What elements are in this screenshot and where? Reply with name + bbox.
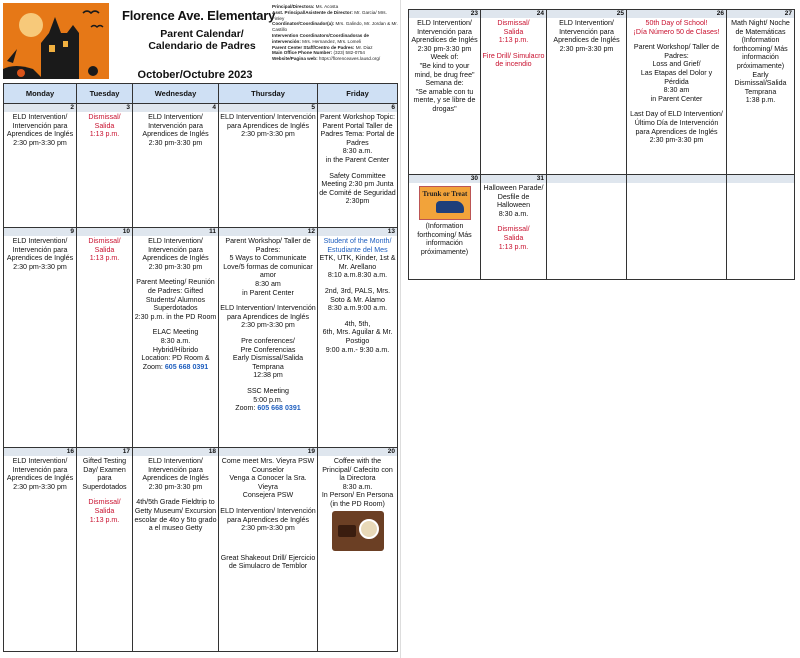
day-events: [627, 18, 726, 145]
day-events: [219, 456, 317, 571]
event-text: [134, 237, 217, 271]
day-events: [727, 183, 794, 184]
day-cell-26: [627, 10, 727, 175]
event-text: [134, 328, 217, 362]
event-line: 1:13 p.m.: [498, 242, 529, 251]
event-text: [482, 19, 545, 36]
event-line: 4th/5th Grade Fieldtrip to Getty Museum/ Excursion escolar de 4to y 5to grado a el museo Getty: [134, 498, 217, 533]
day-cell-4: [133, 104, 219, 228]
event-text: [134, 498, 217, 532]
event-line: Dismissal/ Salida: [88, 237, 121, 254]
event-line: ELD Intervention/ Intervención para Aprendices de Inglés 2:30 pm-3:30 pm: [6, 237, 74, 271]
staff-label: Coordinator/Coordinador(a):: [272, 21, 335, 27]
zoom-meeting-id-link[interactable]: 605 668 0391: [164, 362, 209, 371]
event-line: Zoom:: [142, 362, 165, 371]
event-line: 1:13 p.m.: [89, 254, 120, 263]
day-cell-30: [409, 175, 481, 280]
event-line: Last Day of ELD Intervention/ Último Día de Intervención para Aprendices de Inglés 2:30 pm-3:30 pm: [630, 110, 723, 145]
event-text: [482, 225, 545, 242]
event-text: [78, 113, 131, 130]
event-text: [319, 113, 396, 165]
day-cell-2: [4, 104, 77, 228]
event-line: Parent Workshop/ Taller de Padres: Loss and Grief/ Las Etapas del Dolor y Pérdida 8:30 am in Parent Center: [633, 43, 720, 103]
day-cell-31: [481, 175, 547, 280]
event-line: (Information forthcoming/ Más información próximamente): [417, 222, 472, 256]
event-text: [134, 113, 217, 147]
staff-value: Mrs. Hernandez, Mrs. Lomeli: [300, 38, 362, 44]
day-number: 25: [547, 10, 626, 18]
day-number: 26: [627, 10, 726, 18]
staff-value: Ms. Acosta: [314, 4, 339, 9]
event-text: [220, 457, 316, 500]
day-cell-16: [4, 448, 77, 652]
subtitle-line-1: Parent Calendar/: [160, 28, 244, 40]
event-line: Come meet Mrs. Vieyra PSW Counselor Venga a Conocer la Sra. Vieyra Consejera PSW: [221, 457, 315, 500]
day-number: 13: [318, 228, 397, 236]
day-events: [481, 18, 546, 69]
staff-label: Principal/Directora:: [272, 4, 315, 9]
day-number: 20: [318, 448, 397, 456]
event-line: ELD Intervention/ Intervención para Aprendices de Inglés 2:30 pm-3:30 pm: [220, 113, 316, 139]
staff-value: (323) 582-0754: [332, 50, 365, 56]
event-text: [134, 457, 217, 491]
calendar-week-row: [4, 448, 398, 652]
calendar-week-row: [409, 10, 795, 175]
event-text: [628, 110, 725, 144]
event-text: [319, 287, 396, 313]
day-number: 31: [481, 175, 546, 183]
trunk-or-treat-text: Trunk or Treat: [422, 190, 468, 198]
event-text: [220, 387, 316, 404]
day-cell-12: [219, 228, 318, 448]
calendar-subtitle: [122, 28, 282, 52]
event-line: 50th Day of School! ¡Día Número 50 de Clases!: [633, 19, 720, 36]
day-cell-13: [318, 228, 398, 448]
day-cell-27: [727, 10, 795, 175]
day-events: [133, 236, 218, 371]
day-number: 2: [4, 104, 76, 112]
calendar-table-right: [408, 9, 795, 280]
event-line: ELD Intervention/ Intervención para Aprendices de Inglés 2:30 pm-3:30 pm: [142, 457, 209, 491]
staff-label: Parent Center Staff/Centro de Padres:: [272, 44, 355, 50]
staff-label: Main Office Phone Number:: [272, 50, 333, 56]
day-cell-11: [133, 228, 219, 448]
day-events: [4, 112, 76, 147]
event-text: [220, 507, 316, 533]
event-line: ELAC Meeting 8:30 a.m. Hybrid/Híbrido Location: PD Room &: [141, 328, 210, 363]
day-events: [547, 183, 626, 184]
day-number: 4: [133, 104, 218, 112]
event-line: Fire Drill/ Simulacro de incendio: [482, 51, 545, 69]
day-events: [77, 112, 132, 139]
event-line: 2nd, 3rd, PALS, Mrs. Soto & Mr. Alamo 8:30 a.m.9:00 a.m.: [324, 286, 391, 313]
staff-value: Mrs. Galindo, Mr. Jordan & Mr. Castillo: [272, 21, 398, 33]
event-text: [728, 19, 793, 105]
event-text: [78, 457, 131, 491]
staff-entry: [272, 56, 398, 62]
event-text: [134, 278, 217, 321]
event-text: [220, 554, 316, 571]
day-events: [727, 18, 794, 105]
day-events: [409, 183, 480, 256]
event-line: Gifted Testing Day/ Examen para Superdotados: [82, 457, 127, 491]
day-cell-25: [547, 10, 627, 175]
day-number: [547, 175, 626, 183]
event-text: [134, 363, 217, 372]
day-events: [481, 183, 546, 251]
day-events: [409, 18, 480, 114]
day-cell-empty: [727, 175, 795, 280]
event-line: Parent Workshop Topic: Parent Portal Taller de Padres Tema: Portal de Padres 8:30 a.m. in the Parent Center: [319, 113, 396, 164]
event-text: [5, 457, 75, 491]
day-cell-20: [318, 448, 398, 652]
event-line: ETK, UTK, Kinder, 1st & Mr. Arellano 8:10 a.m.8:30 a.m.: [319, 254, 396, 280]
day-number: 24: [481, 10, 546, 18]
staff-label: Intervention Coordinators/Coordinadoras de intervención:: [272, 32, 369, 44]
day-cell-empty: [627, 175, 727, 280]
calendar-week-row: [4, 104, 398, 228]
staff-value: Mr. Diaz: [354, 44, 373, 50]
day-cell-19: [219, 448, 318, 652]
event-text: [220, 337, 316, 380]
weekday-header-tuesday: Tuesday: [77, 84, 133, 104]
event-text: [78, 130, 131, 139]
event-text: [5, 113, 75, 147]
day-number: 10: [77, 228, 132, 236]
event-text: [78, 254, 131, 263]
event-line: ELD Intervention/ Intervención para Aprendices de Inglés 2:30 pm-3:30 pm: [220, 506, 316, 533]
day-events: [77, 456, 132, 524]
day-cell-18: [133, 448, 219, 652]
day-events: [318, 456, 397, 551]
day-cell-5: [219, 104, 318, 228]
event-line: 4th, 5th, 6th, Mrs. Aguilar & Mr. Postigo 9:00 a.m.- 9:30 a.m.: [322, 319, 393, 354]
day-cell-9: [4, 228, 77, 448]
day-events: [627, 183, 726, 184]
day-cell-6: [318, 104, 398, 228]
event-text: [319, 320, 396, 354]
event-line: Coffee with the Principal/ Cafecito con la Directora 8:30 a.m. In Person/ En Persona (in the PD Room): [321, 457, 394, 508]
calendar-table-left: [3, 83, 398, 652]
day-number: 27: [727, 10, 794, 18]
event-line: Math Night/ Noche de Matemáticas (Information forthcoming/ Más información próximamente) Early Dismissal/Salida Temprana 1:38 p.m.: [731, 19, 790, 105]
day-events: [4, 456, 76, 491]
day-cell-23: [409, 10, 481, 175]
day-events: [219, 236, 317, 413]
staff-label: Website/Pagina web:: [272, 56, 318, 62]
day-cell-24: [481, 10, 547, 175]
day-number: 9: [4, 228, 76, 236]
day-cell-3: [77, 104, 133, 228]
calendar-week-row: [4, 228, 398, 448]
staff-directory: [272, 4, 398, 62]
day-cell-17: [77, 448, 133, 652]
event-line: Student of the Month/ Estudiante del Mes: [323, 237, 392, 254]
day-number: 23: [409, 10, 480, 18]
event-line: Safety Committee Meeting 2:30 pm Junta de Comité de Seguridad 2:30pm: [319, 171, 396, 206]
event-line: ELD Intervention/ Intervención para Aprendices de Inglés 2:30 pm-3:30 pm: [220, 304, 316, 330]
event-line: ELD Intervention/ Intervención para Aprendices de Inglés 2:30 pm-3:30 pm: [142, 237, 209, 271]
staff-entry: [272, 10, 398, 22]
event-line: Great Shakeout Drill/ Ejercicio de Simulacro de Temblor: [220, 553, 316, 571]
event-text: [482, 184, 545, 218]
event-line: Parent Meeting/ Reunión de Padres: Gifted Students/ Alumnos Superdotados 2:30 p.m. in the PD Room: [134, 278, 217, 321]
event-text: [319, 237, 396, 254]
event-line: Dismissal/ Salida: [497, 225, 530, 242]
day-events: [318, 112, 397, 206]
day-events: [547, 18, 626, 53]
event-line: 1:13 p.m.: [89, 130, 120, 139]
event-line: ELD Intervention/ Intervención para Aprendices de Inglés 2:30 pm-3:30 pm: [6, 457, 74, 491]
calendar-page-right: [400, 0, 800, 658]
staff-value[interactable]: https://florenceaves.lausd.org/: [317, 56, 381, 62]
day-events: [133, 456, 218, 533]
day-events: [133, 112, 218, 147]
event-line: Parent Workshop/ Taller de Padres: 5 Ways to Communicate Love/5 formas de comunicar amor 8:30 am in Parent Center: [223, 237, 313, 297]
event-text: [220, 304, 316, 330]
staff-label: Asst. Principal/Asistente de Director:: [272, 9, 353, 15]
event-line: ELD Intervention/ Intervención para Aprendices de Inglés 2:30 pm-3:30 pm: [6, 113, 74, 147]
day-cell-empty: [547, 175, 627, 280]
event-line: 1:13 p.m.: [89, 515, 120, 524]
event-text: [220, 113, 316, 139]
event-text: [319, 457, 396, 509]
day-events: [219, 112, 317, 139]
event-line: Zoom:: [235, 404, 258, 413]
school-name: Florence Ave. Elementary: [122, 8, 276, 23]
trunk-or-treat-graphic: [419, 186, 471, 220]
event-text: [78, 237, 131, 254]
event-line: Dismissal/ Salida: [497, 19, 530, 36]
weekday-header-wednesday: Wednesday: [133, 84, 219, 104]
day-number: 5: [219, 104, 317, 112]
day-events: [77, 236, 132, 263]
day-number: [627, 175, 726, 183]
event-text: [482, 52, 545, 69]
event-line: Dismissal/ Salida: [88, 498, 121, 515]
day-number: 12: [219, 228, 317, 236]
event-text: [628, 43, 725, 103]
event-line: ELD Intervention/ Intervención para Aprendices de Inglés 2:30 pm-3:30 pm: [142, 113, 209, 147]
zoom-meeting-id-link[interactable]: 605 668 0391: [257, 404, 301, 413]
event-line: Pre conferences/ Pre Conferencias Early Dismissal/Salida Temprana 12:38 pm: [232, 336, 304, 380]
coffee-photo: [332, 511, 384, 551]
day-number: 16: [4, 448, 76, 456]
day-cell-10: [77, 228, 133, 448]
calendar-month: October/Octubre 2023: [137, 69, 253, 81]
calendar-week-row: [409, 175, 795, 280]
event-line: ELD Intervention/ Intervención para Aprendices de Inglés 2:30 pm-3:30 pm: [553, 19, 620, 53]
day-number: 6: [318, 104, 397, 112]
event-text: [548, 19, 625, 53]
staff-value: Mr. Garcia/ Mrs. Finley: [272, 9, 387, 21]
day-events: [318, 236, 397, 354]
event-text: [482, 36, 545, 45]
event-text: [319, 172, 396, 206]
day-number: 30: [409, 175, 480, 183]
event-line: Dismissal/ Salida: [88, 113, 121, 130]
event-line: SSC Meeting 5:00 p.m.: [247, 386, 289, 404]
event-text: [220, 237, 316, 297]
event-text: [319, 254, 396, 280]
event-text: [482, 243, 545, 252]
day-number: 11: [133, 228, 218, 236]
day-number: 17: [77, 448, 132, 456]
car-icon: [436, 201, 464, 213]
school-logo-haunted-house: [3, 3, 109, 79]
event-line: Halloween Parade/ Desfile de Halloween 8:30 a.m.: [483, 184, 544, 218]
day-number: 3: [77, 104, 132, 112]
event-line: ELD Intervention/ Intervención para Aprendices de Inglés 2:30 pm-3:30 pm Week of: "Be kind to your mind, be drug free" Semana de: "Se amable con tu mente, y se libre de drogas": [411, 19, 478, 113]
day-number: 19: [219, 448, 317, 456]
day-number: 18: [133, 448, 218, 456]
weekday-header-monday: Monday: [4, 84, 77, 104]
subtitle-line-2: Calendario de Padres: [148, 40, 256, 52]
weekday-header-thursday: Thursday: [219, 84, 318, 104]
event-text: [78, 498, 131, 515]
event-text: [220, 404, 316, 413]
day-events: [4, 236, 76, 271]
staff-entry: [272, 21, 398, 33]
staff-entry: [272, 33, 398, 45]
event-text: [410, 222, 479, 256]
weekday-header-friday: Friday: [318, 84, 398, 104]
event-line: 1:13 p.m.: [498, 36, 529, 45]
event-text: [5, 237, 75, 271]
event-text: [628, 19, 725, 36]
event-text: [78, 516, 131, 525]
event-text: [410, 19, 479, 114]
day-number: [727, 175, 794, 183]
